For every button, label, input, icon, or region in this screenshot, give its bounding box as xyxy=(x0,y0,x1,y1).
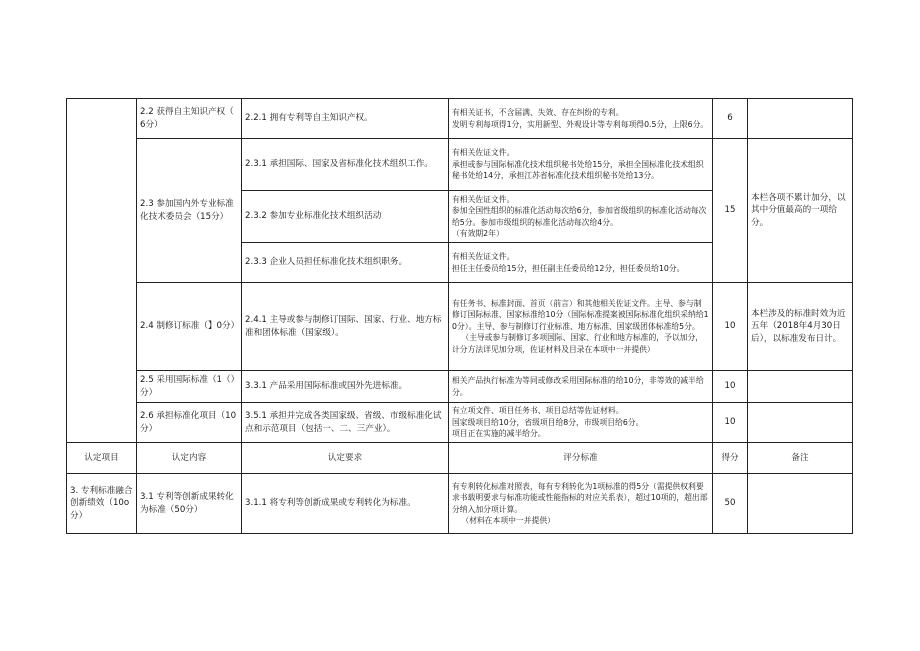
table-row xyxy=(67,139,853,191)
scoring-cell: 有专利转化标准对照表，每有专利转化为1项标准的得5分（需提供权利要求书载明要求与标准功能或性能指标的对应关系表），超过10项的，超出部分纳入加分项计算。 （材料在本项中一并提供） xyxy=(449,474,713,534)
table-row xyxy=(67,99,853,139)
header-scoring: 评分标准 xyxy=(449,443,713,474)
note-cell xyxy=(748,371,853,403)
note-cell xyxy=(748,474,853,534)
header-content: 认定内容 xyxy=(137,443,242,474)
content-cell: 2.6 承担标准化项目（10分） xyxy=(137,403,242,443)
item-cell: 3. 专利标准融合创新绩效（10o分） xyxy=(67,474,137,534)
note-cell xyxy=(748,99,853,139)
table-row xyxy=(67,283,853,371)
content-cell: 2.5 采用国际标准（1（）分） xyxy=(137,371,242,403)
requirement-cell: 2.3.3 企业人员担任标准化技术组织职务。 xyxy=(242,243,449,283)
requirement-cell: 2.2.1 拥有专利等自主知识产权。 xyxy=(242,99,449,139)
note-cell: 本栏各项不累计加分，以其中分值最高的一项给分。 xyxy=(748,139,853,283)
header-score: 得分 xyxy=(713,443,748,474)
header-item: 认定项目 xyxy=(67,443,137,474)
requirement-cell: 3.1.1 将专利等创新成果或专利转化为标准。 xyxy=(242,474,449,534)
requirement-cell: 3.3.1 产品采用国际标准或国外先进标准。 xyxy=(242,371,449,403)
header-requirement: 认定要求 xyxy=(242,443,449,474)
table-row xyxy=(67,371,853,403)
requirement-cell: 3.5.1 承担并完成各类国家级、省级、市级标准化试点和示范项目（包括一、二、三产业）。 xyxy=(242,403,449,443)
table-row xyxy=(67,474,853,534)
note-cell xyxy=(748,403,853,443)
score-cell: 6 xyxy=(713,99,748,139)
score-cell: 50 xyxy=(713,474,748,534)
header-note: 备注 xyxy=(748,443,853,474)
scoring-cell: 有任务书、标准封面、首页（前言）和其他相关佐证文件。主导、参与制修订国际标准、国家标准给10分（国际标准提案被国际标准化组织采纳给10分）。主导、参与制修订行业标准、地方标准、国家级团体标准给5分。 （主导或参与制修订多项国际、国家、行业和地方标准的，予以加分，计分方法详见加分项，佐证材料及目录在本项中一并提供） xyxy=(449,283,713,371)
scoring-cell: 相关产品执行标准为等同或修改采用国际标准的给10分，非等效的减半给分。 xyxy=(449,371,713,403)
score-cell: 10 xyxy=(713,371,748,403)
content-cell: 3.1 专利等创新成果转化为标准（50分） xyxy=(137,474,242,534)
content-cell: 2.2 获得自主知识产权（ 6分） xyxy=(137,99,242,139)
requirement-cell: 2.4.1 主导或参与制修订国际、国家、行业、地方标准和团体标准（国家级）。 xyxy=(242,283,449,371)
scoring-cell: 有相关佐证文件。 担任主任委员给15分，担任副主任委员给12分，担任委员给10分。 xyxy=(449,243,713,283)
scoring-cell: 有立项文件、项目任务书、项目总结等佐证材料。 国家级项目给10分，省级项目给8分，市级项目给6分。 项目正在实施的减半给分。 xyxy=(449,403,713,443)
score-cell: 10 xyxy=(713,283,748,371)
content-cell: 2.3 参加国内外专业标准化技术委员会（15分） xyxy=(137,139,242,283)
score-cell: 10 xyxy=(713,403,748,443)
criteria-table xyxy=(66,98,853,534)
table-row xyxy=(67,403,853,443)
scoring-cell: 有相关佐证文件。 参加全国性组织的标准化活动每次给6分，参加省级组织的标准化活动每次给5分。参加市级组织的标准化活动每次给4分。 （有效期2年） xyxy=(449,191,713,243)
blank-item-cell xyxy=(67,99,137,443)
requirement-cell: 2.3.2 参加专业标准化技术组织活动 xyxy=(242,191,449,243)
content-cell: 2.4 制修订标准（】0分） xyxy=(137,283,242,371)
scoring-cell: 有相关佐证文件。 承担或参与国际标准化技术组织秘书处给15分，承担全国标准化技术组织秘书处给14分，承担江苏省标准化技术组织秘书处给13分。 xyxy=(449,139,713,191)
requirement-cell: 2.3.1 承担国际、国家及省标准化技术组织工作。 xyxy=(242,139,449,191)
table-header-row xyxy=(67,443,853,474)
note-cell: 本栏涉及的标准时效为近五年（2018年4月30日后），以标准发布日计。 xyxy=(748,283,853,371)
score-cell: 15 xyxy=(713,139,748,283)
scoring-cell: 有相关证书，不含届满、失效、存在纠纷的专利。 发明专利每项得1分，实用新型、外观设计等专利每项得0.5分，上限6分。 xyxy=(449,99,713,139)
